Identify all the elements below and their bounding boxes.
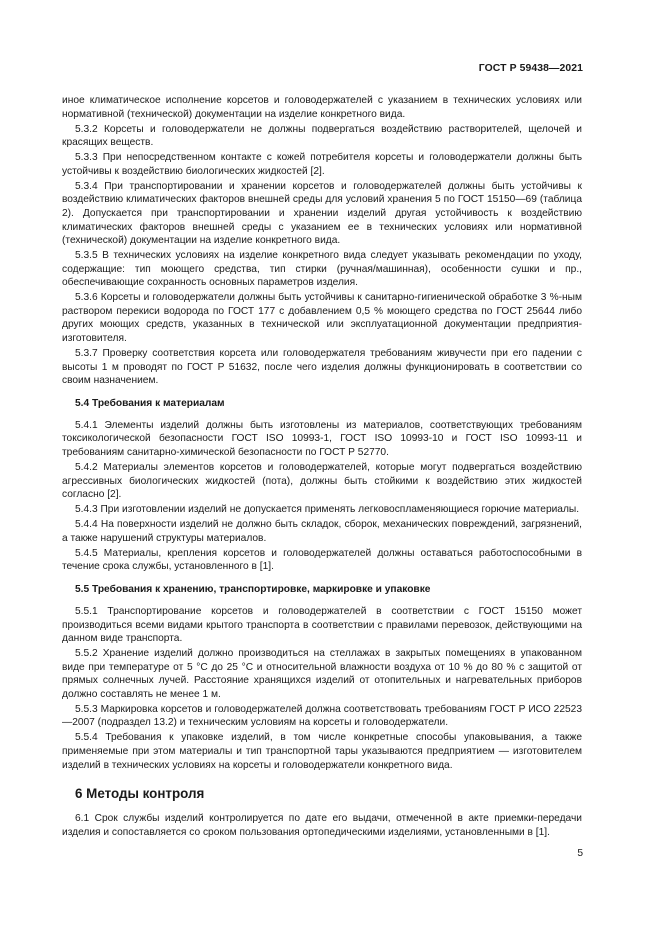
paragraph: 5.3.2 Корсеты и головодержатели не должны подвергаться воздействию растворителей, щелочей и красящих веществ. <box>62 123 582 149</box>
paragraph: 5.3.4 При транспортировании и хранении корсетов и головодержателей должны быть устойчивы к воздействию климатических факторов внешней среды для условий хранения 5 по ГОСТ 15150—69 (таблица 2). Допускается при транспортировании и хранении изделий другая устойчивость к воздействию климатических факторов внешней среды с указанием ее в технических условиях или нормативной (технической) документации на изделие конкретного вида. <box>62 180 582 247</box>
paragraph: 5.3.6 Корсеты и головодержатели должны быть устойчивы к санитарно-гигиенической обработке 3 %-ным раствором перекиси водорода по ГОСТ 177 с добавлением 0,5 % моющего средства по ГОСТ 25644 либо других моющих средств, указанных в технической или эксплуатационной документации предприятия-изготовителя. <box>62 292 582 345</box>
page-number: 5 <box>577 848 583 859</box>
paragraph: 5.5.1 Транспортирование корсетов и головодержателей в соответствии с ГОСТ 15150 может производиться всеми видами крытого транспорта в соответствии с правилами перевозок, действующими на данном виде транспорта. <box>62 605 582 645</box>
paragraph: 5.5.3 Маркировка корсетов и головодержателей должна соответствовать требованиям ГОСТ Р ИСО 22523—2007 (подраздел 13.2) и техническим условиям на корсеты и головодержатели. <box>62 703 582 729</box>
section-heading: 5.5 Требования к хранению, транспортировке, маркировке и упаковке <box>75 583 431 595</box>
paragraph: 6.1 Срок службы изделий контролируется по дате его выдачи, отмеченной в акте приемки-передачи изделия и сопоставляется со сроком пользования ортопедическими изделиями, установленными в [1]. <box>62 813 582 838</box>
paragraph: 5.3.7 Проверку соответствия корсета или головодержателя требованиям живучести при его падении с высоты 1 м проводят по ГОСТ Р 51632, после чего изделия должны функционировать в соответствии со своим назначением. <box>62 348 582 387</box>
paragraph: 5.4.2 Материалы элементов корсетов и головодержателей, которые могут подвергаться воздействию агрессивных биологических жидкостей (пота), должны быть стойкими к воздействию этих жидкостей согласно [2]. <box>62 461 582 501</box>
paragraph: 5.4.3 При изготовлении изделий не допускается применять легковоспламеняющиеся горючие материалы. <box>75 504 580 516</box>
paragraph: 5.4.1 Элементы изделий должны быть изготовлены из материалов, соответствующих требованиям токсикологической безопасности ГОСТ ISO 10993-1, ГОСТ ISO 10993-10 и ГОСТ ISO 10993-11 и требованиям санитарно-химической безопасности по ГОСТ Р 52770. <box>62 419 582 458</box>
paragraph: 5.4.4 На поверхности изделий не должно быть складок, сборок, механических повреждений, загрязнений, а также нарушений структуры материалов. <box>62 519 582 544</box>
document-code: ГОСТ Р 59438—2021 <box>478 63 583 74</box>
paragraph: 5.3.5 В технических условиях на изделие конкретного вида следует указывать рекомендации по уходу, содержащие: тип моющего средства, тип стирки (ручная/машинная), особенности сушки и пр., обеспечивающие сохранность основных параметров изделия. <box>62 250 582 289</box>
paragraph: иное климатическое исполнение корсетов и головодержателей с указанием в технических условиях или нормативной (технической) документации на изделие конкретного вида. <box>62 95 582 120</box>
chapter-heading: 6 Методы контроля <box>75 786 205 802</box>
paragraph: 5.5.2 Хранение изделий должно производиться на стеллажах в закрытых помещениях в упакованном виде при температуре от 5 °С до 25 °С и относительной влажности воздуха от 10 % до 80 % с защитой от прямых солнечных лучей. Расстояние хранящихся изделий от отопительных и нагревательных приборов должно составлять не менее 1 м. <box>62 648 582 700</box>
paragraph: 5.4.5 Материалы, крепления корсетов и головодержателей должны оставаться работоспособными в течение срока службы, установленного в [1]. <box>62 547 582 573</box>
paragraph: 5.5.4 Требования к упаковке изделий, в том числе конкретные способы упаковывания, а также применяемые при этом материалы и тип транспортной тары указываются предприятием — изготовителем изделий в технических условиях на корсеты и головодержатели конкретного вида. <box>62 732 582 771</box>
section-heading: 5.4 Требования к материалам <box>75 397 225 409</box>
paragraph: 5.3.3 При непосредственном контакте с кожей потребителя корсеты и головодержатели должны быть устойчивы к воздействию биологических жидкостей [2]. <box>62 152 582 177</box>
document-body <box>62 94 582 841</box>
